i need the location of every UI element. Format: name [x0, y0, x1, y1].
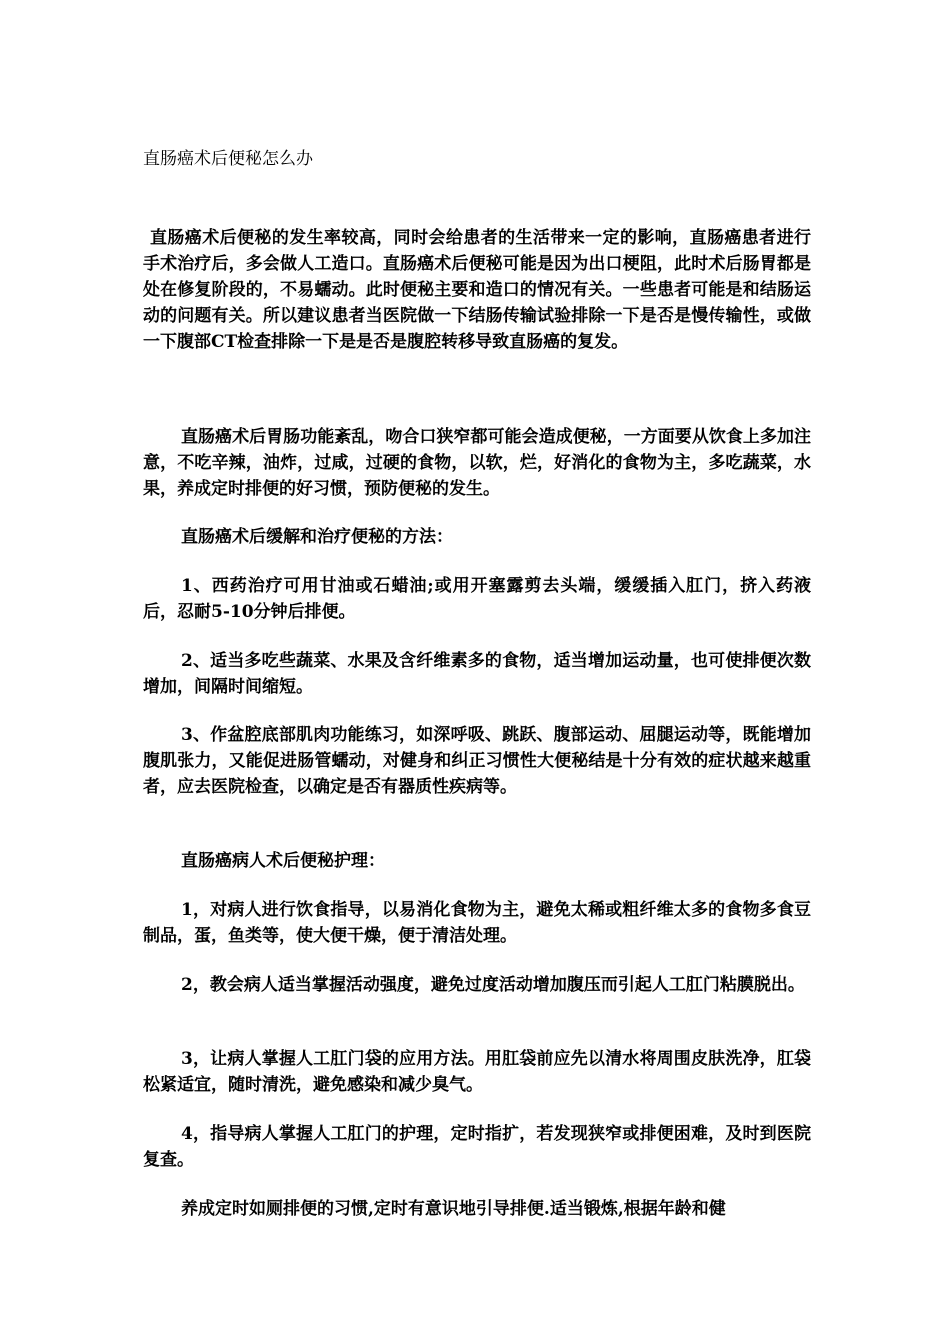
- paragraph-habits: 养成定时如厕排便的习惯,定时有意识地引导排便.适当锻炼,根据年龄和健: [181, 1199, 726, 1219]
- document-title: 直肠癌术后便秘怎么办: [143, 149, 313, 169]
- list-item-nursing-4: 4，指导病人掌握人工肛门的护理，定时指扩，若发现狭窄或排便困难，及时到医院复查。: [143, 1124, 811, 1170]
- heading-nursing: 直肠癌病人术后便秘护理：: [181, 851, 385, 871]
- list-item-nursing-3: 3，让病人掌握人工肛门袋的应用方法。用肛袋前应先以清水将周围皮肤洗净，肛袋松紧适宜，随时清洗，避免感染和减少臭气。: [143, 1049, 811, 1095]
- list-item-method-3: 3、作盆腔底部肌肉功能练习，如深呼吸、跳跃、腹部运动、屈腿运动等，既能增加腹肌张力，又能促进肠管蠕动，对健身和纠正习惯性大便秘结是十分有效的症状越来越重者，应去医院检查，以确定是否有器质性疾病等。: [143, 725, 811, 797]
- list-item-nursing-1: 1，对病人进行饮食指导，以易消化食物为主，避免太稀或粗纤维太多的食物多食豆制品，蛋，鱼类等，使大便干燥，便于清洁处理。: [143, 900, 811, 946]
- paragraph-intro: 直肠癌术后便秘的发生率较高，同时会给患者的生活带来一定的影响，直肠癌患者进行手术治疗后，多会做人工造口。直肠癌术后便秘可能是因为出口梗阻，此时术后肠胃都是处在修复阶段的，不易蠕动。此时便秘主要和造口的情况有关。一些患者可能是和结肠运动的问题有关。所以建议患者当医院做一下结肠传输试验排除一下是否是慢传输性，或做一下腹部CT检查排除一下是是否是腹腔转移导致直肠癌的复发。: [143, 228, 811, 352]
- list-item-method-2: 2、适当多吃些蔬菜、水果及含纤维素多的食物，适当增加运动量，也可使排便次数增加，间隔时间缩短。: [143, 651, 811, 697]
- paragraph-causes: 直肠癌术后胃肠功能紊乱，吻合口狭窄都可能会造成便秘，一方面要从饮食上多加注意，不吃辛辣，油炸，过咸，过硬的食物，以软，烂，好消化的食物为主，多吃蔬菜，水果，养成定时排便的好习惯，预防便秘的发生。: [143, 427, 811, 499]
- heading-methods: 直肠癌术后缓解和治疗便秘的方法：: [181, 527, 453, 547]
- list-item-method-1: 1、西药治疗可用甘油或石蜡油;或用开塞露剪去头端，缓缓插入肛门，挤入药液后，忍耐5-10分钟后排便。: [143, 576, 811, 622]
- list-item-nursing-2: 2，教会病人适当掌握活动强度，避免过度活动增加腹压而引起人工肛门粘膜脱出。: [181, 975, 805, 995]
